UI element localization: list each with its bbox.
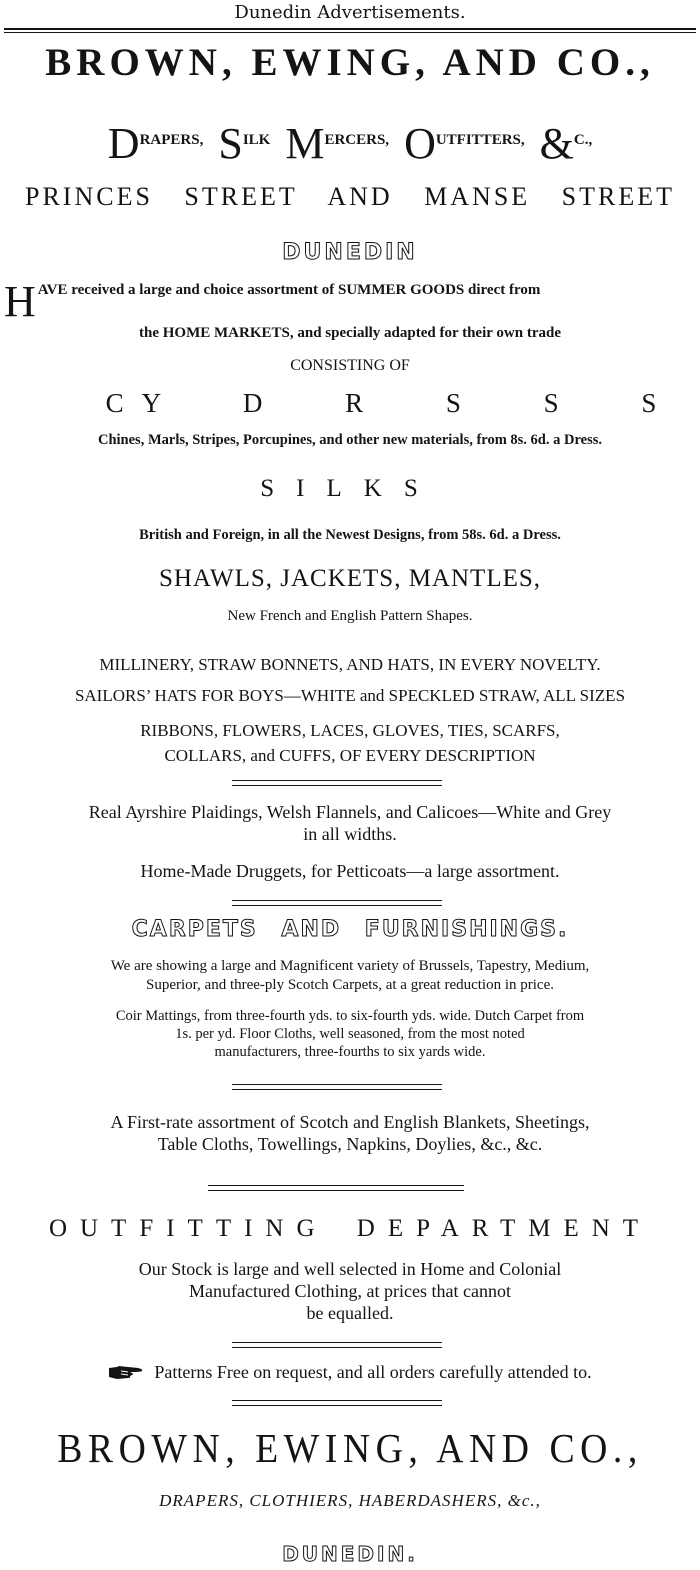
firm-trades bbox=[0, 118, 700, 169]
silks-heading: SILKS bbox=[260, 475, 440, 502]
patterns-text: Patterns Free on request, and all orders carefully attended to. bbox=[154, 1362, 592, 1382]
carpets-heading: CARPETS AND FURNISHINGS. bbox=[131, 917, 569, 942]
trade-silk: SILK bbox=[218, 119, 271, 168]
millinery-line-4: COLLARS, and CUFFS, OF EVERY DESCRIPTION bbox=[164, 746, 536, 765]
firm-address: PRINCES STREET AND MANSE STREET bbox=[24, 182, 675, 211]
trade-mercers: MERCERS, bbox=[285, 119, 390, 168]
divider-rule bbox=[232, 1342, 442, 1348]
divider-rule bbox=[232, 1400, 442, 1406]
footer-city: DUNEDIN. bbox=[282, 1542, 418, 1566]
footer-trades: DRAPERS, CLOTHIERS, HABERDASHERS, &c., bbox=[159, 1491, 541, 1510]
druggets-line: Home-Made Druggets, for Petticoats—a large assortment. bbox=[140, 861, 560, 881]
intro-line-2: the HOME MARKETS, and specially adapted for their own trade bbox=[139, 325, 561, 341]
coir-mattings-paragraph bbox=[0, 1007, 700, 1061]
consisting-of: CONSISTING OF bbox=[290, 357, 410, 374]
blankets-line-2: Table Cloths, Towellings, Napkins, Doylies, &c., &c. bbox=[157, 1134, 543, 1154]
coir-line-3: manufacturers, three-fourths to six yards wide. bbox=[214, 1044, 486, 1060]
millinery-line-3: RIBBONS, FLOWERS, LACES, GLOVES, TIES, SCARFS, bbox=[140, 721, 560, 740]
millinery-line-2: SAILORS’ HATS FOR BOYS—WHITE and SPECKLED STRAW, ALL SIZES bbox=[74, 686, 626, 705]
footer-firm-name: BROWN, EWING, AND CO., bbox=[57, 1425, 643, 1471]
carpets-desc-line-1: We are showing a large and Magnificent variety of Brussels, Tapestry, Medium, bbox=[110, 958, 590, 974]
divider-rule bbox=[232, 900, 442, 906]
top-rule bbox=[4, 28, 696, 33]
blankets-line-1: A First-rate assortment of Scotch and English Blankets, Sheetings, bbox=[110, 1112, 590, 1132]
outfitting-line-3: be equalled. bbox=[306, 1303, 394, 1323]
patterns-notice bbox=[0, 1362, 700, 1383]
trade-etc: &C., bbox=[539, 119, 593, 168]
shawls-heading: SHAWLS, JACKETS, MANTLES, bbox=[158, 565, 542, 592]
plaidings-line-1: Real Ayrshire Plaidings, Welsh Flannels, and Calicoes—White and Grey bbox=[88, 802, 612, 822]
trade-outfitters: OUTFITTERS, bbox=[404, 119, 525, 168]
coir-line-1: Coir Mattings, from three-fourth yds. to six-fourth yds. wide. Dutch Carpet from bbox=[115, 1008, 585, 1024]
blankets-paragraph bbox=[0, 1111, 700, 1155]
drop-cap: H bbox=[4, 277, 36, 326]
publication-heading: Dunedin Advertisements. bbox=[234, 2, 466, 23]
outfitting-line-1: Our Stock is large and well selected in Home and Colonial bbox=[138, 1259, 562, 1279]
silks-description: British and Foreign, in all the Newest Designs, from 58s. 6d. a Dress. bbox=[139, 527, 561, 543]
firm-name: BROWN, EWING, AND CO., bbox=[45, 41, 655, 84]
firm-city: DUNEDIN bbox=[282, 240, 418, 265]
dresses-description: Chines, Marls, Stripes, Porcupines, and other new materials, from 8s. 6d. a Dress. bbox=[97, 432, 602, 448]
outfitting-description bbox=[0, 1258, 700, 1324]
outfitting-line-2: Manufactured Clothing, at prices that cannot bbox=[189, 1281, 511, 1301]
carpets-desc-line-2: Superior, and three-ply Scotch Carpets, at a great reduction in price. bbox=[145, 977, 554, 993]
plaidings-line-2: in all widths. bbox=[303, 824, 397, 844]
divider-rule bbox=[232, 780, 442, 786]
shawls-description: New French and English Pattern Shapes. bbox=[227, 608, 473, 624]
divider-rule bbox=[232, 1084, 442, 1090]
outfitting-heading: OUTFITTING DEPARTMENT bbox=[48, 1215, 652, 1242]
coir-line-2: 1s. per yd. Floor Cloths, well seasoned, from the most noted bbox=[175, 1026, 525, 1042]
carpets-description bbox=[0, 957, 700, 995]
intro-paragraph bbox=[4, 277, 696, 326]
millinery-line-1: MILLINERY, STRAW BONNETS, AND HATS, IN EVERY NOVELTY. bbox=[99, 655, 601, 674]
pointing-hand-icon bbox=[108, 1365, 144, 1380]
plaidings-paragraph bbox=[0, 801, 700, 845]
trade-drapers: DRAPERS, bbox=[107, 119, 204, 168]
dresses-heading: CY D R S S S bbox=[105, 388, 675, 418]
intro-line-1: AVE received a large and choice assortment of SUMMER GOODS direct from bbox=[37, 282, 541, 298]
divider-rule bbox=[208, 1185, 464, 1191]
